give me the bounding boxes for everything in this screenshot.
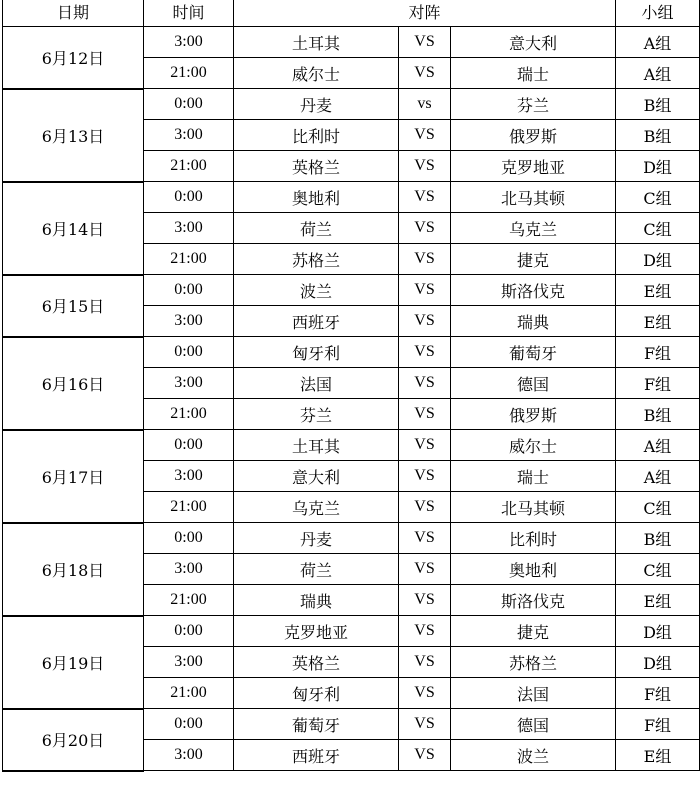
match-time: 21:00	[144, 492, 234, 523]
away-team: 德国	[451, 368, 616, 399]
away-team: 斯洛伐克	[451, 275, 616, 306]
versus-label: VS	[399, 647, 451, 678]
home-team: 荷兰	[234, 554, 399, 585]
home-team: 丹麦	[234, 523, 399, 554]
match-group: A组	[616, 58, 700, 89]
away-team: 北马其顿	[451, 492, 616, 523]
match-time: 3:00	[144, 306, 234, 337]
versus-label: VS	[399, 244, 451, 275]
match-time: 3:00	[144, 368, 234, 399]
versus-label: VS	[399, 585, 451, 616]
versus-label: VS	[399, 740, 451, 771]
match-time: 21:00	[144, 585, 234, 616]
match-date: 6月15日	[3, 275, 144, 337]
home-team: 法国	[234, 368, 399, 399]
home-team: 土耳其	[234, 430, 399, 461]
versus-label: VS	[399, 306, 451, 337]
home-team: 英格兰	[234, 151, 399, 182]
away-team: 芬兰	[451, 89, 616, 120]
match-group: F组	[616, 709, 700, 740]
match-group: A组	[616, 27, 700, 58]
match-time: 21:00	[144, 151, 234, 182]
home-team: 匈牙利	[234, 337, 399, 368]
match-time: 0:00	[144, 616, 234, 647]
match-time: 3:00	[144, 27, 234, 58]
match-row	[3, 275, 700, 306]
versus-label: VS	[399, 58, 451, 89]
match-time: 21:00	[144, 58, 234, 89]
versus-label: VS	[399, 492, 451, 523]
match-date: 6月16日	[3, 337, 144, 430]
schedule-body	[3, 27, 700, 771]
home-team: 葡萄牙	[234, 709, 399, 740]
match-date: 6月20日	[3, 709, 144, 771]
match-date: 6月14日	[3, 182, 144, 275]
away-team: 葡萄牙	[451, 337, 616, 368]
away-team: 俄罗斯	[451, 399, 616, 430]
match-group: C组	[616, 554, 700, 585]
away-team: 瑞典	[451, 306, 616, 337]
away-team: 意大利	[451, 27, 616, 58]
versus-label: VS	[399, 678, 451, 709]
match-group: F组	[616, 678, 700, 709]
versus-label: VS	[399, 27, 451, 58]
match-time: 0:00	[144, 337, 234, 368]
versus-label: VS	[399, 554, 451, 585]
match-group: B组	[616, 399, 700, 430]
header-matchup: 对阵	[234, 0, 616, 27]
match-time: 3:00	[144, 740, 234, 771]
versus-label: VS	[399, 430, 451, 461]
match-time: 3:00	[144, 120, 234, 151]
home-team: 比利时	[234, 120, 399, 151]
match-time: 21:00	[144, 678, 234, 709]
match-time: 0:00	[144, 430, 234, 461]
away-team: 法国	[451, 678, 616, 709]
header-date: 日期	[3, 0, 144, 27]
versus-label: VS	[399, 368, 451, 399]
match-time: 3:00	[144, 461, 234, 492]
match-date: 6月12日	[3, 27, 144, 89]
away-team: 波兰	[451, 740, 616, 771]
match-group: D组	[616, 151, 700, 182]
away-team: 乌克兰	[451, 213, 616, 244]
versus-label: VS	[399, 120, 451, 151]
away-team: 瑞士	[451, 461, 616, 492]
match-group: A组	[616, 430, 700, 461]
match-date: 6月13日	[3, 89, 144, 182]
match-row	[3, 709, 700, 740]
match-time: 0:00	[144, 89, 234, 120]
match-group: A组	[616, 461, 700, 492]
versus-label: VS	[399, 275, 451, 306]
versus-label: VS	[399, 213, 451, 244]
versus-label: VS	[399, 616, 451, 647]
match-group: C组	[616, 492, 700, 523]
match-group: B组	[616, 89, 700, 120]
match-time: 21:00	[144, 399, 234, 430]
home-team: 克罗地亚	[234, 616, 399, 647]
away-team: 捷克	[451, 244, 616, 275]
match-group: C组	[616, 182, 700, 213]
versus-label: VS	[399, 182, 451, 213]
match-date: 6月19日	[3, 616, 144, 709]
match-group: F组	[616, 368, 700, 399]
match-time: 3:00	[144, 554, 234, 585]
match-group: D组	[616, 244, 700, 275]
away-team: 俄罗斯	[451, 120, 616, 151]
match-time: 3:00	[144, 213, 234, 244]
home-team: 丹麦	[234, 89, 399, 120]
away-team: 威尔士	[451, 430, 616, 461]
home-team: 荷兰	[234, 213, 399, 244]
away-team: 比利时	[451, 523, 616, 554]
match-time: 0:00	[144, 709, 234, 740]
match-date: 6月18日	[3, 523, 144, 616]
home-team: 意大利	[234, 461, 399, 492]
match-date: 6月17日	[3, 430, 144, 523]
match-time: 0:00	[144, 182, 234, 213]
match-group: F组	[616, 337, 700, 368]
home-team: 乌克兰	[234, 492, 399, 523]
match-row	[3, 430, 700, 461]
home-team: 匈牙利	[234, 678, 399, 709]
match-group: E组	[616, 585, 700, 616]
match-group: D组	[616, 647, 700, 678]
match-row	[3, 27, 700, 58]
match-row	[3, 337, 700, 368]
home-team: 英格兰	[234, 647, 399, 678]
match-time: 0:00	[144, 523, 234, 554]
away-team: 德国	[451, 709, 616, 740]
home-team: 西班牙	[234, 306, 399, 337]
versus-label: VS	[399, 399, 451, 430]
match-group: E组	[616, 306, 700, 337]
away-team: 瑞士	[451, 58, 616, 89]
away-team: 苏格兰	[451, 647, 616, 678]
home-team: 奥地利	[234, 182, 399, 213]
match-group: B组	[616, 523, 700, 554]
home-team: 苏格兰	[234, 244, 399, 275]
versus-label: vs	[399, 89, 451, 120]
away-team: 奥地利	[451, 554, 616, 585]
home-team: 芬兰	[234, 399, 399, 430]
away-team: 斯洛伐克	[451, 585, 616, 616]
away-team: 捷克	[451, 616, 616, 647]
match-group: D组	[616, 616, 700, 647]
versus-label: VS	[399, 709, 451, 740]
match-time: 0:00	[144, 275, 234, 306]
header-group: 小组	[616, 0, 700, 27]
versus-label: VS	[399, 461, 451, 492]
match-group: B组	[616, 120, 700, 151]
home-team: 西班牙	[234, 740, 399, 771]
home-team: 波兰	[234, 275, 399, 306]
match-group: E组	[616, 740, 700, 771]
away-team: 北马其顿	[451, 182, 616, 213]
home-team: 瑞典	[234, 585, 399, 616]
match-time: 21:00	[144, 244, 234, 275]
versus-label: VS	[399, 151, 451, 182]
match-group: C组	[616, 213, 700, 244]
match-time: 3:00	[144, 647, 234, 678]
home-team: 土耳其	[234, 27, 399, 58]
match-group: E组	[616, 275, 700, 306]
match-row	[3, 89, 700, 120]
header-time: 时间	[144, 0, 234, 27]
versus-label: VS	[399, 523, 451, 554]
match-row	[3, 616, 700, 647]
schedule-table	[2, 0, 700, 772]
versus-label: VS	[399, 337, 451, 368]
match-row	[3, 182, 700, 213]
home-team: 威尔士	[234, 58, 399, 89]
header-row	[3, 0, 700, 27]
away-team: 克罗地亚	[451, 151, 616, 182]
match-row	[3, 523, 700, 554]
